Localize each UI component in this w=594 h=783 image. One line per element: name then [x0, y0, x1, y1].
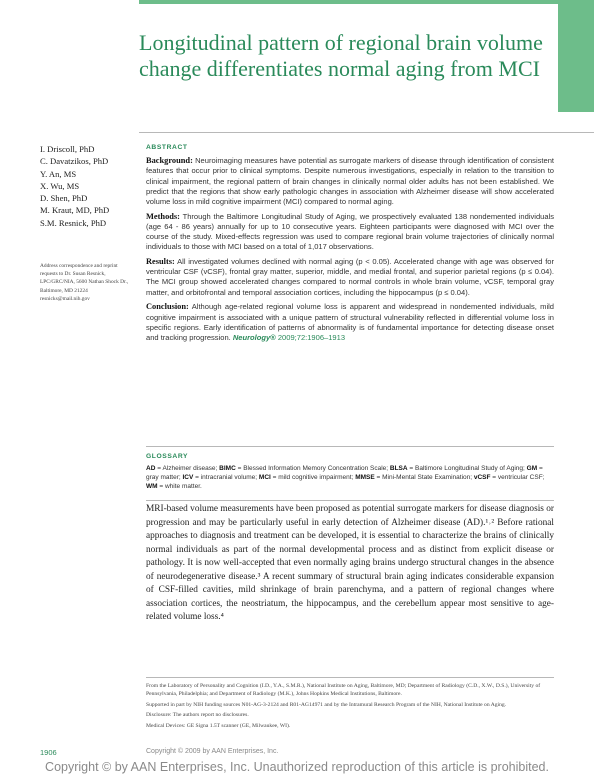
glossary-term: MMSE — [355, 474, 375, 481]
copyright-watermark: Copyright © by AAN Enterprises, Inc. Unauthorized reproduction of this article is prohibited. — [45, 760, 549, 774]
glossary-definition: = Mini-Mental State Examination; — [374, 474, 474, 481]
glossary-definition: = Baltimore Longitudinal Study of Aging; — [407, 465, 527, 472]
article-title: Longitudinal pattern of regional brain volume change differentiates normal aging from MCI — [139, 30, 543, 81]
glossary-definition: = mild cognitive impairment; — [270, 474, 356, 481]
methods-text: Through the Baltimore Longitudinal Study of Aging, we prospectively evaluated 138 nondemented individuals (age 64 - 86 years) annually for up to 10 consecutive years. Eighteen participants were diagnosed with MCI over the course of the study. Mixed-effects regression was used to compare regional brain volume trajectories of clinically normal individuals to those with MCI based on a total of 1,017 observations. — [146, 211, 554, 252]
abstract-conclusion — [146, 302, 554, 343]
footnote-affiliations: From the Laboratory of Personality and Cognition (I.D., Y.A., S.M.R.), National Institute on Aging, Baltimore, MD; Department of Radiology (C.D., X.W., D.S.), University of Pennsylvania, Philadelphia; and Department of Radiology (M.K.), Johns Hopkins Medical Institutions, Baltimore. — [146, 683, 541, 698]
author: C. Davatzikos, PhD — [40, 156, 109, 167]
glossary-term: vCSF — [473, 474, 491, 481]
author: Y. An, MS — [40, 168, 77, 179]
citation-details: 2009;72:1906–1913 — [277, 332, 346, 342]
glossary-section — [146, 452, 554, 491]
author: X. Wu, MS — [40, 180, 80, 191]
footnote-support: Supported in part by NIH funding sources N01-AG-3-2124 and R01-AG14971 and by the Intramural Research Program of the NIH, National Institute on Aging. — [146, 701, 507, 708]
glossary-definition: = gray matter; — [146, 465, 543, 481]
abstract-background — [146, 156, 554, 207]
abstract-heading: ABSTRACT — [146, 144, 188, 151]
glossary-definition: = ventricular CSF; — [490, 474, 545, 481]
glossary-top-divider — [146, 446, 554, 447]
glossary-term: ICV — [182, 474, 194, 481]
background-label: Background: — [146, 156, 193, 166]
footnote-disclosure: Disclosure: The authors report no disclosures. — [146, 712, 249, 719]
body-paragraph: MRI-based volume measurements have been proposed as potential surrogate markers for disease diagnosis or progression and may be particularly useful in early detection of Alzheimer disease (AD).¹˒² Before rational approaches to diagnosis and treatment can be developed, it is essential to characterize the brains of clinically normal individuals as part of the normal developmental process and as distinct from explicit disease or pathology. It is now well-accepted that even normally aging brains undergo structural changes in the absence of neurodegenerative disease.³ A recent summary of structural brain aging indicates considerable expansion of CSF-filled cavities, mild shrinkage of brain parenchyma, and a pattern of regional changes where association cortices, the neostriatum, the hippocampus, and the cerebellum appear most sensitive to age-related volume loss.⁴ — [146, 504, 554, 622]
author: D. Shen, PhD — [40, 193, 88, 204]
footnote-devices: Medical Devices: GE Signa 1.5T scanner (GE, Milwaukee, WI). — [146, 722, 291, 729]
title-block — [139, 30, 559, 82]
citation-journal: Neurology® — [232, 332, 276, 342]
glossary-text — [146, 464, 554, 491]
background-text: Neuroimaging measures have potential as surrogate markers of disease through identification of consistent features that occur prior to clinical symptoms. Despite numerous investigations, especially in relation to the transition to clinical impairment, the regional pattern of brain changes in clinically normal older adults has not been established. We predict that the regions that show early pathologic changes in association with Alzheimer disease will show accelerated volume loss in mild cognitive impairment (MCI) compared to normal aging. — [146, 156, 554, 207]
glossary-definition: = intracranial volume; — [193, 474, 259, 481]
title-divider — [139, 132, 594, 133]
footnotes — [146, 682, 554, 732]
copyright-line: Copyright © 2009 by AAN Enterprises, Inc. — [146, 748, 279, 755]
conclusion-text: Although age-related regional volume loss is apparent and widespread in nondemented individuals, mild cognitive impairment is associated with a unique pattern of structural vulnerability reflected in differential volume loss in specific regions. Early identification of patterns of abnormality is of fundamental importance for detecting disease onset and tracking progression. — [146, 302, 554, 342]
author: I. Driscoll, PhD — [40, 144, 95, 154]
results-text: All investigated volumes declined with normal aging (p < 0.05). Accelerated change with age was observed for ventricular CSF (vCSF), frontal gray matter, superior, middle, and medial frontal, and superior parietal regions (p ≤ 0.04). The MCI group showed accelerated changes compared to normal controls in whole brain volume, vCSF, temporal gray matter, and orbitofrontal and temporal association cortices, including the hippocampus (p ≤ 0.04). — [146, 257, 554, 297]
glossary-bottom-divider — [146, 500, 554, 501]
glossary-definition: = Alzheimer disease; — [155, 465, 220, 472]
methods-label: Methods: — [146, 211, 180, 221]
glossary-term: BIMC — [219, 465, 236, 472]
author-list — [40, 143, 136, 229]
abstract-section — [146, 143, 554, 348]
glossary-term: MCI — [258, 474, 271, 481]
author: S.M. Resnick, PhD — [40, 217, 107, 228]
results-label: Results: — [146, 257, 175, 267]
conclusion-label: Conclusion: — [146, 302, 189, 312]
glossary-term: WM — [146, 483, 158, 490]
page-number: 1906 — [40, 748, 57, 757]
correspondence-address: Address correspondence and reprint requests to Dr. Susan Resnick, LPC/GRC/NIA, 5600 Nathan Shock Dr., Baltimore, MD 21224 resnicks@mail.nih.gov — [40, 263, 129, 302]
footnote-divider — [146, 677, 554, 678]
author: M. Kraut, MD, PhD — [40, 205, 110, 216]
header-accent-block — [558, 0, 594, 112]
glossary-term: AD — [146, 465, 156, 472]
glossary-term: BLSA — [389, 465, 408, 472]
header-accent-bar — [139, 0, 594, 4]
abstract-results — [146, 257, 554, 298]
glossary-heading: GLOSSARY — [146, 453, 189, 460]
glossary-definition: = white matter. — [157, 483, 202, 490]
abstract-methods — [146, 212, 554, 253]
glossary-definition: = Blessed Information Memory Concentration Scale; — [235, 465, 390, 472]
glossary-term: GM — [526, 465, 538, 472]
